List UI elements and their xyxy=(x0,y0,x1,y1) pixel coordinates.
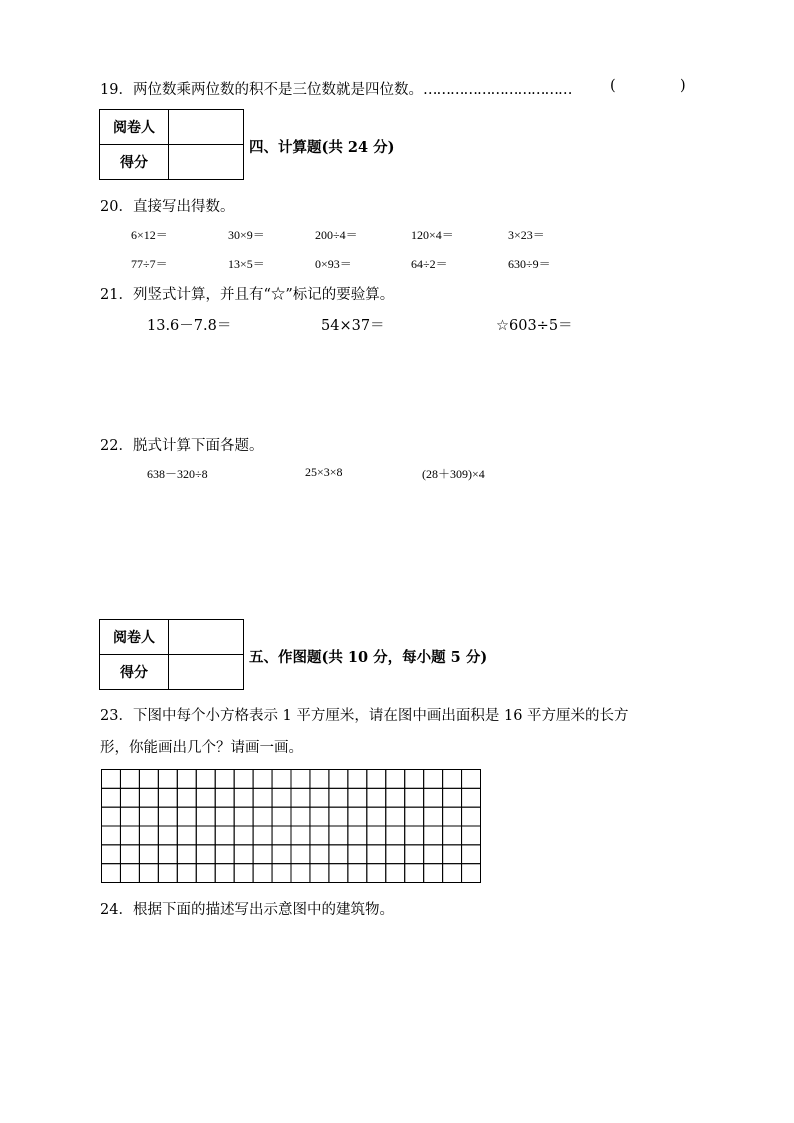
grid-cell[interactable] xyxy=(102,864,121,883)
grid-cell[interactable] xyxy=(120,864,139,883)
grid-cell[interactable] xyxy=(310,845,329,864)
grid-cell[interactable] xyxy=(386,826,405,845)
grid-cell[interactable] xyxy=(234,826,253,845)
grid-cell[interactable] xyxy=(386,788,405,807)
grid-cell[interactable] xyxy=(234,864,253,883)
grid-cell[interactable] xyxy=(462,770,481,789)
grid-cell[interactable] xyxy=(158,807,177,826)
grid-cell[interactable] xyxy=(310,807,329,826)
grid-cell[interactable] xyxy=(443,770,462,789)
grid-cell[interactable] xyxy=(348,770,367,789)
grid-cell[interactable] xyxy=(139,770,158,789)
q21-item: ☆603÷5＝ xyxy=(496,318,573,334)
grid-cell[interactable] xyxy=(291,845,310,864)
score-field[interactable] xyxy=(169,145,244,180)
grid-cell[interactable] xyxy=(196,845,215,864)
grid-cell[interactable] xyxy=(272,845,291,864)
grader-field[interactable] xyxy=(169,620,244,655)
q21-item: 13.6－7.8＝ xyxy=(147,318,232,334)
grid-cell[interactable] xyxy=(367,770,386,789)
grid-cell[interactable] xyxy=(253,826,272,845)
grid-cell[interactable] xyxy=(405,770,424,789)
grid-cell[interactable] xyxy=(215,770,234,789)
grid-cell[interactable] xyxy=(196,807,215,826)
grid-cell[interactable] xyxy=(215,845,234,864)
grid-cell[interactable] xyxy=(367,864,386,883)
score-field[interactable] xyxy=(169,655,244,690)
grid-cell[interactable] xyxy=(405,826,424,845)
grid-cell[interactable] xyxy=(196,826,215,845)
grid-cell[interactable] xyxy=(424,788,443,807)
grid-cell[interactable] xyxy=(158,770,177,789)
grid-cell[interactable] xyxy=(120,845,139,864)
grid-cell[interactable] xyxy=(272,770,291,789)
grid-cell[interactable] xyxy=(120,770,139,789)
grid-cell[interactable] xyxy=(215,788,234,807)
grid-cell[interactable] xyxy=(215,864,234,883)
question-19-text: 19．两位数乘两位数的积不是三位数就是四位数。 xyxy=(100,82,423,98)
grid-cell[interactable] xyxy=(177,826,196,845)
grid-cell[interactable] xyxy=(462,864,481,883)
grid-cell[interactable] xyxy=(291,770,310,789)
grid-cell[interactable] xyxy=(120,826,139,845)
grid-cell[interactable] xyxy=(102,845,121,864)
grid-cell[interactable] xyxy=(462,788,481,807)
grid-cell[interactable] xyxy=(310,864,329,883)
q20-item: 6×12＝ xyxy=(131,228,168,242)
grid-cell[interactable] xyxy=(367,807,386,826)
grid-cell[interactable] xyxy=(310,770,329,789)
grid-cell[interactable] xyxy=(424,807,443,826)
grid-cell[interactable] xyxy=(291,826,310,845)
grid-cell[interactable] xyxy=(139,807,158,826)
grid-cell[interactable] xyxy=(253,845,272,864)
grid-cell[interactable] xyxy=(196,770,215,789)
question-19-dots: …………………………… xyxy=(422,82,572,98)
grid-cell[interactable] xyxy=(367,788,386,807)
square-grid-drawing xyxy=(101,769,481,883)
grid-cell[interactable] xyxy=(158,826,177,845)
q20-item: 200÷4＝ xyxy=(315,228,358,242)
grid-cell[interactable] xyxy=(272,864,291,883)
score-table-section-4 xyxy=(99,109,244,180)
grid-cell[interactable] xyxy=(291,864,310,883)
grid-cell[interactable] xyxy=(158,864,177,883)
section-4-title: 四、计算题(共 24 分) xyxy=(249,139,395,156)
grid-cell[interactable] xyxy=(348,788,367,807)
grid-cell[interactable] xyxy=(348,826,367,845)
q21-item: 54×37＝ xyxy=(321,318,385,334)
question-19 xyxy=(100,78,571,99)
grid-cell[interactable] xyxy=(253,864,272,883)
grid-cell[interactable] xyxy=(102,807,121,826)
grid-cell[interactable] xyxy=(291,807,310,826)
square-grid[interactable] xyxy=(101,769,481,883)
grid-cell[interactable] xyxy=(310,788,329,807)
q20-item: 630÷9＝ xyxy=(508,257,551,271)
q20-item: 64÷2＝ xyxy=(411,257,448,271)
grid-cell[interactable] xyxy=(102,826,121,845)
grid-cell[interactable] xyxy=(139,864,158,883)
grid-cell[interactable] xyxy=(462,807,481,826)
grid-cell[interactable] xyxy=(310,826,329,845)
grid-cell[interactable] xyxy=(424,770,443,789)
question-23-line2: 形，你能画出几个？请画一画。 xyxy=(100,740,303,756)
q22-item: (28＋309)×4 xyxy=(422,467,485,481)
grid-cell[interactable] xyxy=(329,826,348,845)
grid-cell[interactable] xyxy=(272,807,291,826)
answer-paren-close: ) xyxy=(680,78,686,94)
grid-cell[interactable] xyxy=(272,788,291,807)
grid-cell[interactable] xyxy=(462,826,481,845)
grid-cell[interactable] xyxy=(139,845,158,864)
grid-cell[interactable] xyxy=(348,864,367,883)
grid-cell[interactable] xyxy=(139,826,158,845)
grid-cell[interactable] xyxy=(177,770,196,789)
grid-cell[interactable] xyxy=(443,807,462,826)
grid-cell[interactable] xyxy=(329,845,348,864)
question-23-line1: 23．下图中每个小方格表示 1 平方厘米，请在图中画出面积是 16 平方厘米的长方 xyxy=(100,708,629,724)
grid-cell[interactable] xyxy=(443,788,462,807)
question-21-title: 21．列竖式计算，并且有“☆”标记的要验算。 xyxy=(100,287,395,303)
grid-cell[interactable] xyxy=(253,807,272,826)
grid-cell[interactable] xyxy=(196,864,215,883)
answer-paren-open: ( xyxy=(610,78,616,94)
q20-item: 0×93＝ xyxy=(315,257,352,271)
grid-cell[interactable] xyxy=(424,864,443,883)
grid-cell[interactable] xyxy=(348,807,367,826)
grid-cell[interactable] xyxy=(253,788,272,807)
q20-item: 77÷7＝ xyxy=(131,257,168,271)
grid-cell[interactable] xyxy=(405,788,424,807)
grid-cell[interactable] xyxy=(367,845,386,864)
q22-item: 638－320÷8 xyxy=(147,467,208,481)
grid-cell[interactable] xyxy=(215,826,234,845)
score-table-section-5 xyxy=(99,619,244,690)
grid-cell[interactable] xyxy=(139,788,158,807)
grid-cell[interactable] xyxy=(177,845,196,864)
grid-cell[interactable] xyxy=(386,770,405,789)
question-22-title: 22．脱式计算下面各题。 xyxy=(100,438,264,454)
grid-cell[interactable] xyxy=(234,845,253,864)
section-5-title: 五、作图题(共 10 分，每小题 5 分) xyxy=(249,649,488,666)
grid-cell[interactable] xyxy=(386,845,405,864)
grid-cell[interactable] xyxy=(367,826,386,845)
grid-cell[interactable] xyxy=(120,807,139,826)
grid-cell[interactable] xyxy=(329,864,348,883)
q20-item: 120×4＝ xyxy=(411,228,454,242)
grid-cell[interactable] xyxy=(424,845,443,864)
grid-cell[interactable] xyxy=(234,807,253,826)
question-24-title: 24．根据下面的描述写出示意图中的建筑物。 xyxy=(100,902,394,918)
grid-cell[interactable] xyxy=(443,845,462,864)
grid-cell[interactable] xyxy=(348,845,367,864)
grid-cell[interactable] xyxy=(405,807,424,826)
score-label: 得分 xyxy=(100,145,169,180)
grader-label: 阅卷人 xyxy=(100,620,169,655)
grid-cell[interactable] xyxy=(253,770,272,789)
grid-cell[interactable] xyxy=(158,845,177,864)
grid-cell[interactable] xyxy=(329,770,348,789)
grid-cell[interactable] xyxy=(234,788,253,807)
grid-cell[interactable] xyxy=(177,807,196,826)
grid-cell[interactable] xyxy=(272,826,291,845)
grid-cell[interactable] xyxy=(329,807,348,826)
score-label: 得分 xyxy=(100,655,169,690)
grid-cell[interactable] xyxy=(291,788,310,807)
grid-cell[interactable] xyxy=(405,845,424,864)
grid-cell[interactable] xyxy=(424,826,443,845)
grid-cell[interactable] xyxy=(120,788,139,807)
q22-item: 25×3×8 xyxy=(305,465,343,479)
grid-cell[interactable] xyxy=(443,826,462,845)
grid-cell[interactable] xyxy=(102,788,121,807)
grader-label: 阅卷人 xyxy=(100,110,169,145)
grid-cell[interactable] xyxy=(234,770,253,789)
grid-cell[interactable] xyxy=(177,788,196,807)
grid-cell[interactable] xyxy=(158,788,177,807)
grid-cell[interactable] xyxy=(386,864,405,883)
question-20-title: 20．直接写出得数。 xyxy=(100,199,235,215)
q20-item: 30×9＝ xyxy=(228,228,265,242)
grid-cell[interactable] xyxy=(177,864,196,883)
q20-item: 13×5＝ xyxy=(228,257,265,271)
grid-cell[interactable] xyxy=(102,770,121,789)
grid-cell[interactable] xyxy=(215,807,234,826)
grid-cell[interactable] xyxy=(405,864,424,883)
grader-field[interactable] xyxy=(169,110,244,145)
grid-cell[interactable] xyxy=(329,788,348,807)
grid-cell[interactable] xyxy=(386,807,405,826)
grid-cell[interactable] xyxy=(196,788,215,807)
q20-item: 3×23＝ xyxy=(508,228,545,242)
grid-cell[interactable] xyxy=(443,864,462,883)
grid-cell[interactable] xyxy=(462,845,481,864)
